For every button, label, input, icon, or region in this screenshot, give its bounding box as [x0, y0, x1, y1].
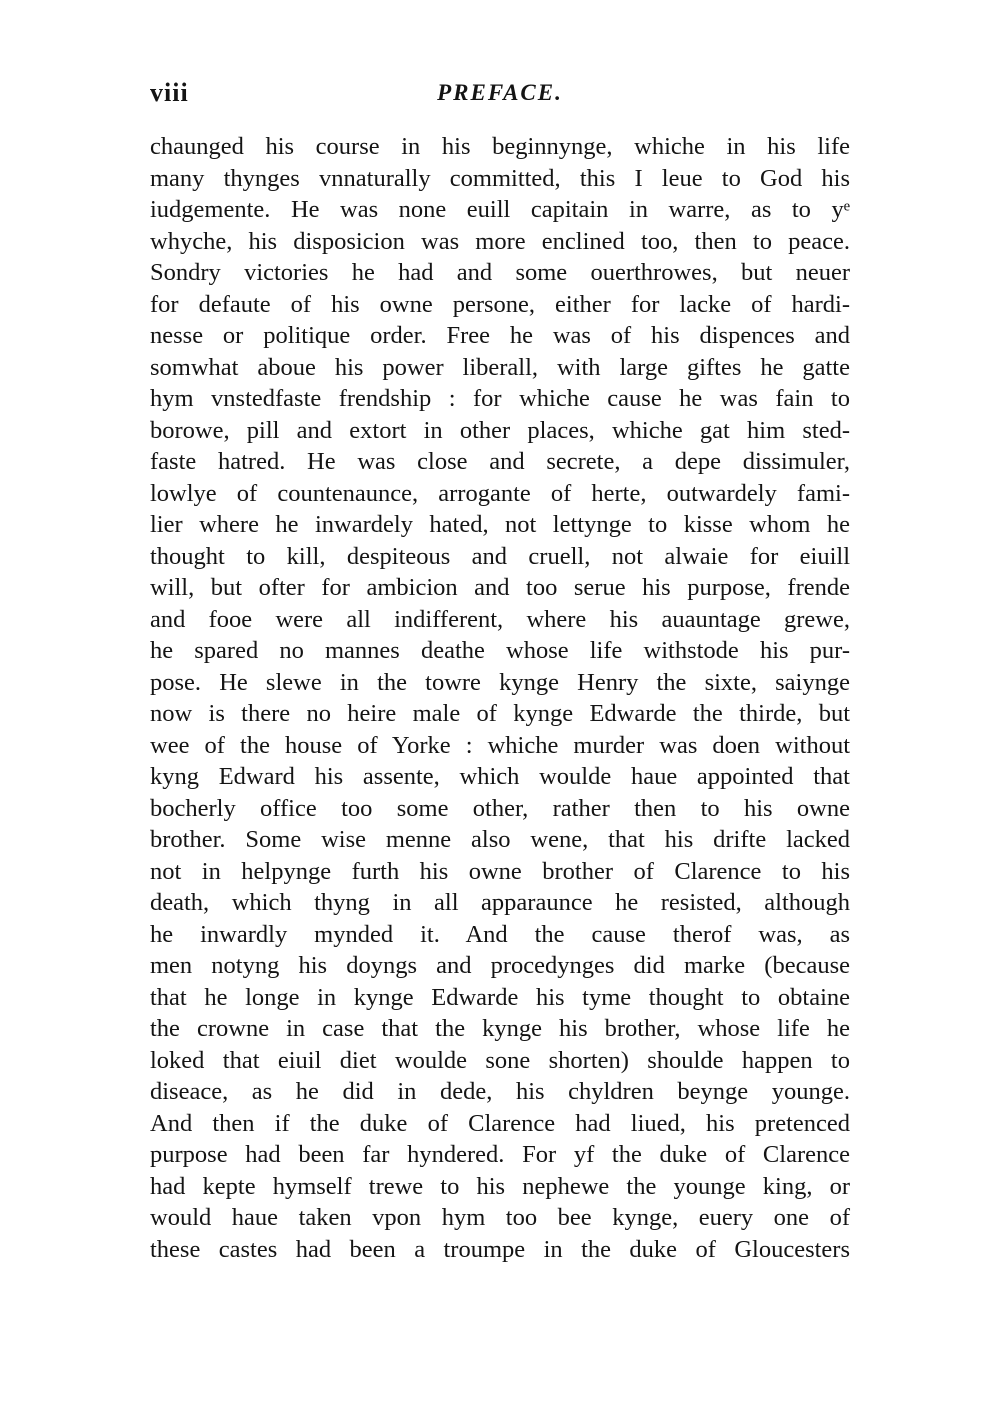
text-line: will, but ofter for ambicion and too serue his purpose, frende	[150, 574, 850, 601]
text-line: men notyng his doyngs and procedynges did marke (because	[150, 952, 850, 979]
text-line: faste hatred. He was close and secrete, a depe dissimuler,	[150, 448, 850, 475]
text-line: chaunged his course in his beginnynge, whiche in his life	[150, 133, 850, 160]
text-line: diseace, as he did in dede, his chyldren beynge younge.	[150, 1078, 850, 1105]
text-line: thought to kill, despiteous and cruell, not alwaie for eiuill	[150, 542, 850, 570]
text-line: not in helpynge furth his owne brother of Clarence to his	[150, 857, 850, 885]
text-line: lier where he inwardely hated, not lettynge to kisse whom he	[150, 511, 850, 538]
page-number: viii	[150, 78, 189, 107]
text-line: wee of the house of Yorke : whiche murder was doen without	[150, 731, 850, 759]
text-line: pose. He slewe in the towre kynge Henry the sixte, saiynge	[150, 668, 850, 696]
text-line: he spared no mannes deathe whose life withstode his pur-	[150, 637, 850, 664]
running-head: PREFACE.	[437, 80, 563, 105]
text-line: death, which thyng in all apparaunce he resisted, although	[150, 889, 850, 916]
page-header	[150, 78, 850, 114]
text-line: And then if the duke of Clarence had liued, his pretenced	[150, 1109, 850, 1137]
text-line: nesse or politique order. Free he was of his dispences and	[150, 322, 850, 349]
body-text	[150, 131, 850, 1265]
text-line: kyng Edward his assente, which woulde haue appointed that	[150, 763, 850, 790]
text-line: and fooe were all indifferent, where his auauntage grewe,	[150, 605, 850, 633]
text-line: for defaute of his owne persone, either for lacke of hardi-	[150, 290, 850, 318]
text-line: these castes had been a troumpe in the duke of Gloucesters	[150, 1235, 850, 1263]
text-line: bocherly office too some other, rather then to his owne	[150, 794, 850, 822]
text-line: had kepte hymself trewe to his nephewe the younge king, or	[150, 1172, 850, 1200]
text-line: now is there no heire male of kynge Edwarde the thirde, but	[150, 700, 850, 727]
text-line: would haue taken vpon hym too bee kynge, euery one of	[150, 1204, 850, 1231]
text-line: brother. Some wise menne also wene, that his drifte lacked	[150, 826, 850, 853]
text-line: purpose had been far hyndered. For yf the duke of Clarence	[150, 1141, 850, 1168]
text-line: lowlye of countenaunce, arrogante of herte, outwardely fami-	[150, 479, 850, 507]
text-line: loked that eiuil diet woulde sone shorten) shoulde happen to	[150, 1046, 850, 1074]
text-line: iudgemente. He was none euill capitain in warre, as to yᵉ	[150, 196, 850, 223]
text-line: that he longe in kynge Edwarde his tyme thought to obtaine	[150, 983, 850, 1011]
text-line: Sondry victories he had and some ouerthrowes, but neuer	[150, 259, 850, 286]
text-line: somwhat aboue his power liberall, with large giftes he gatte	[150, 353, 850, 381]
text-line: borowe, pill and extort in other places, whiche gat him sted-	[150, 416, 850, 444]
text-line: hym vnstedfaste frendship : for whiche cause he was fain to	[150, 385, 850, 412]
text-line: whyche, his disposicion was more enclined too, then to peace.	[150, 227, 850, 255]
text-line: many thynges vnnaturally committed, this I leue to God his	[150, 164, 850, 192]
text-line: he inwardly mynded it. And the cause therof was, as	[150, 920, 850, 948]
text-line: the crowne in case that the kynge his brother, whose life he	[150, 1015, 850, 1042]
